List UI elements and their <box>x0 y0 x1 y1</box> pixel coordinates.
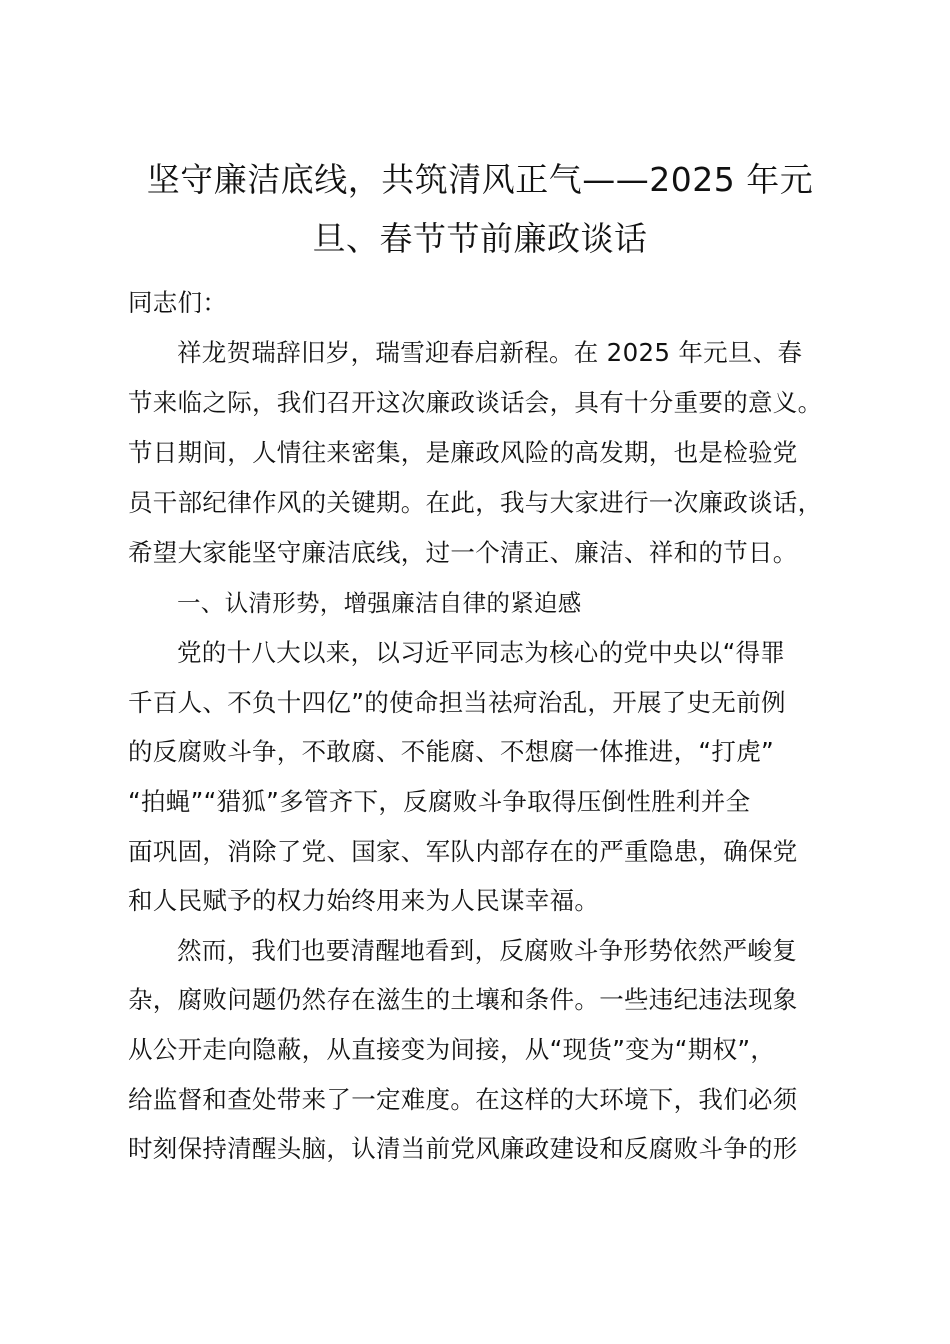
paragraph-2-line-2: 千百人、不负十四亿”的使命担当祛疴治乱，开展了史无前例 <box>128 688 786 717</box>
paragraph-2-line-4: “拍蝇”“猎狐”多管齐下，反腐败斗争取得压倒性胜利并全 <box>128 787 751 816</box>
paragraph-1-line-2: 节来临之际，我们召开这次廉政谈话会，具有十分重要的意义。 <box>128 388 823 417</box>
paragraph-1-line-4: 员干部纪律作风的关键期。在此，我与大家进行一次廉政谈话， <box>128 488 823 517</box>
paragraph-2-line-1: 党的十八大以来，以习近平同志为核心的党中央以“得罪 <box>177 638 786 667</box>
document-title-line-2: 旦、春节节前廉政谈话 <box>312 219 648 258</box>
paragraph-3-line-5: 时刻保持清醒头脑，认清当前党风廉政建设和反腐败斗争的形 <box>128 1134 798 1163</box>
paragraph-3-line-1: 然而，我们也要清醒地看到，反腐败斗争形势依然严峻复 <box>177 936 797 965</box>
paragraph-3-line-3: 从公开走向隐蔽，从直接变为间接，从“现货”变为“期权”， <box>128 1035 776 1064</box>
salutation: 同志们： <box>128 288 228 317</box>
paragraph-1-line-1: 祥龙贺瑞辞旧岁，瑞雪迎春启新程。在 2025 年元旦、春 <box>177 338 803 367</box>
paragraph-2-line-5: 面巩固，消除了党、国家、军队内部存在的严重隐患，确保党 <box>128 837 798 866</box>
paragraph-2-line-6: 和人民赋予的权力始终用来为人民谋幸福。 <box>128 886 600 915</box>
paragraph-3-line-2: 杂，腐败问题仍然存在滋生的土壤和条件。一些违纪违法现象 <box>128 985 798 1014</box>
document-title-line-1: 坚守廉洁底线，共筑清风正气——2025 年元 <box>146 160 814 199</box>
paragraph-3-line-4: 给监督和查处带来了一定难度。在这样的大环境下，我们必须 <box>128 1085 798 1114</box>
section-1-heading: 一、认清形势，增强廉洁自律的紧迫感 <box>177 589 582 617</box>
paragraph-2-line-3: 的反腐败斗争，不敢腐、不能腐、不想腐一体推进，“打虎” <box>128 737 774 766</box>
paragraph-1-line-5: 希望大家能坚守廉洁底线，过一个清正、廉洁、祥和的节日。 <box>128 538 798 567</box>
paragraph-1-line-3: 节日期间，人情往来密集，是廉政风险的高发期，也是检验党 <box>128 438 798 467</box>
